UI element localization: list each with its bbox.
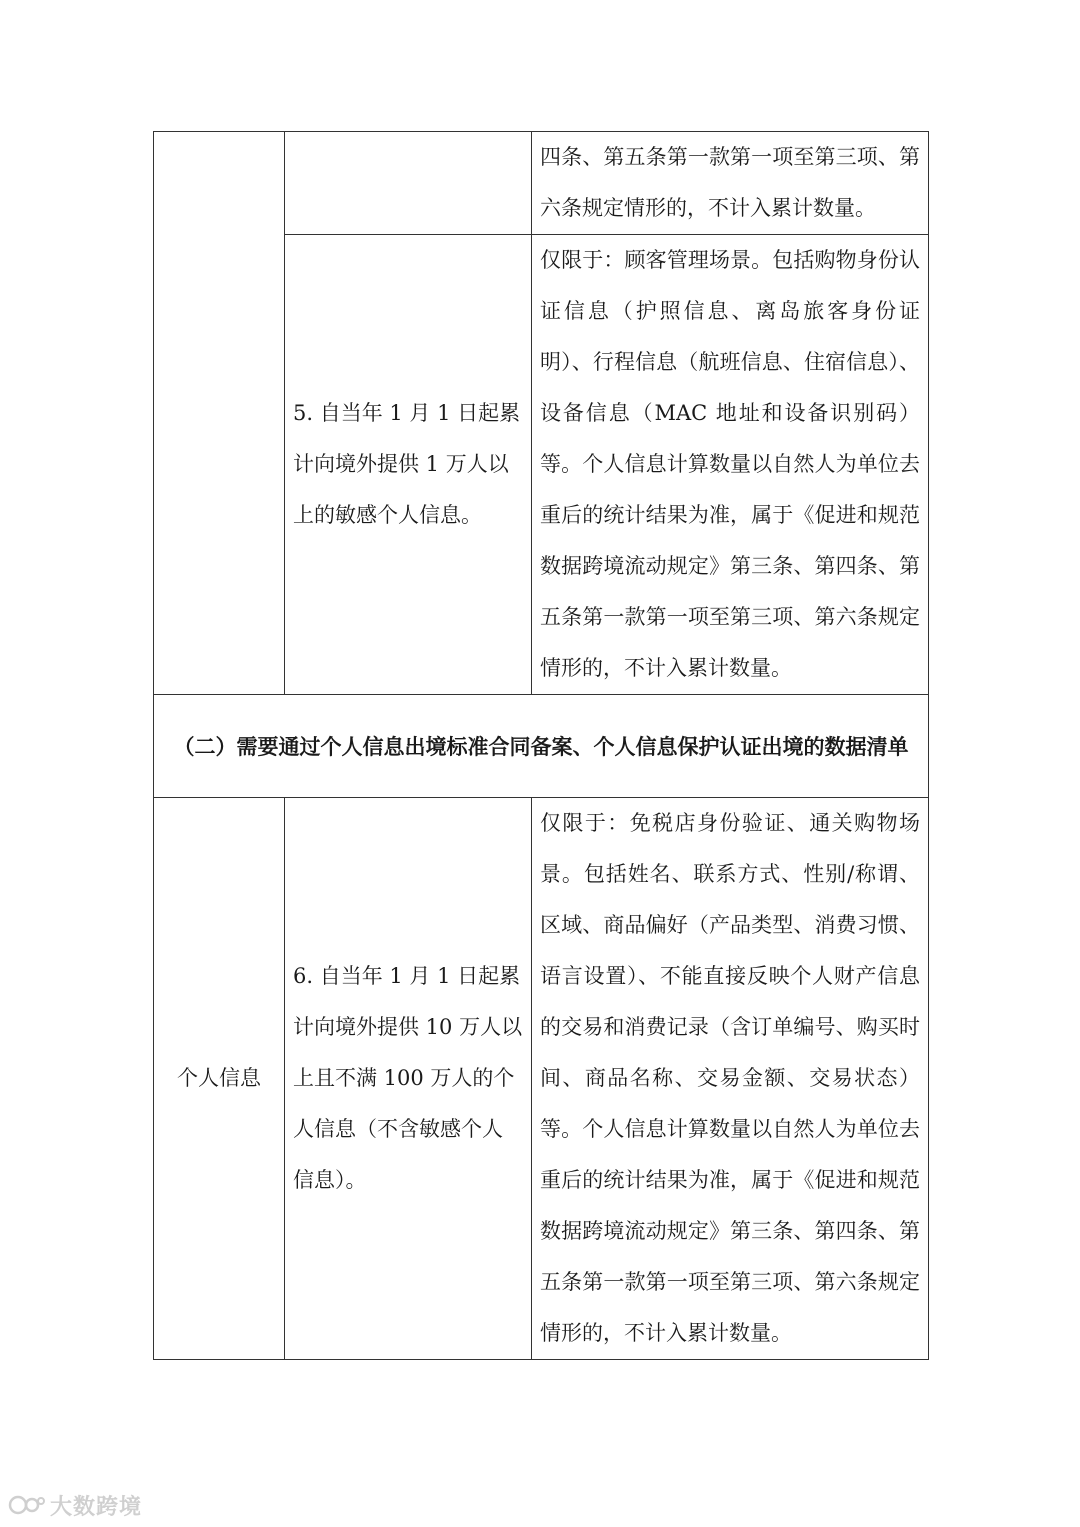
condition-cell: 6. 自当年 1 月 1 日起累计向境外提供 10 万人以上且不满 100 万人的个人信息（不含敏感个人信息）。 (285, 798, 532, 1360)
watermark-text: 大数跨境 (50, 1494, 143, 1520)
section-header-row (154, 695, 929, 798)
description-cell: 四条、第五条第一款第一项至第三项、第六条规定情形的，不计入累计数量。 (532, 132, 929, 235)
description-cell: 仅限于：顾客管理场景。包括购物身份认证信息（护照信息、离岛旅客身份证明）、行程信息（航班信息、住宿信息）、设备信息（MAC 地址和设备识别码）等。个人信息计算数量以自然人为单位去重后的统计结果为准，属于《促进和规范数据跨境流动规定》第三条、第四条、第五条第一款第一项至第三项、第六条规定情形的，不计入累计数量。 (532, 235, 929, 695)
category-cell (154, 132, 285, 695)
table-row (154, 798, 929, 1360)
category-cell: 个人信息 (154, 798, 285, 1360)
condition-cell (285, 132, 532, 235)
table-row (154, 132, 929, 235)
description-cell: 仅限于：免税店身份验证、通关购物场景。包括姓名、联系方式、性别/称谓、区域、商品偏好（产品类型、消费习惯、语言设置）、不能直接反映个人财产信息的交易和消费记录（含订单编号、购买时间、商品名称、交易金额、交易状态）等。个人信息计算数量以自然人为单位去重后的统计结果为准，属于《促进和规范数据跨境流动规定》第三条、第四条、第五条第一款第一项至第三项、第六条规定情形的，不计入累计数量。 (532, 798, 929, 1360)
data-list-table (153, 131, 929, 1360)
section-title: （二）需要通过个人信息出境标准合同备案、个人信息保护认证出境的数据清单 (154, 695, 929, 798)
watermark (8, 1490, 142, 1520)
brand-logo-icon (8, 1492, 46, 1518)
condition-cell: 5. 自当年 1 月 1 日起累计向境外提供 1 万人以上的敏感个人信息。 (285, 235, 532, 695)
